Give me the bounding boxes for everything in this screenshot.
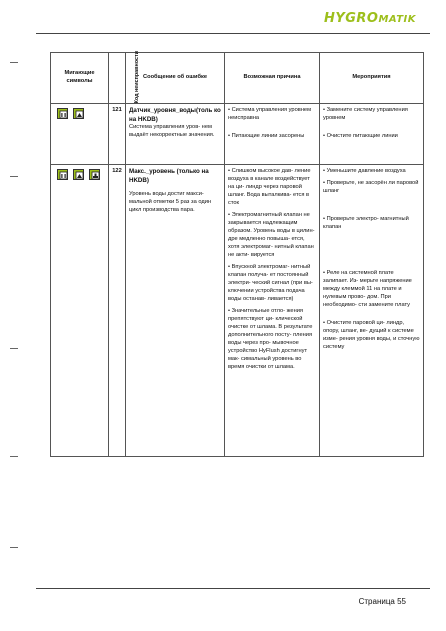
cause-item: • Система управления уровнем неисправна	[228, 107, 311, 121]
header-action: Мероприятия	[320, 53, 424, 104]
water-fill-icon	[73, 169, 84, 180]
symbols-cell	[51, 104, 109, 165]
table-row	[51, 165, 424, 457]
message-title: Макс._уровень (только на HKDB)	[129, 168, 209, 184]
action-item: • Реле на системной плате залипает. Из- мерьте напряжение между клеммой 11 на плате и нулевым прово- дом. При необходимо- сти замените плату	[323, 269, 412, 308]
action-item: • Уменьшите давление воздуха	[323, 168, 406, 174]
action-cell	[320, 165, 424, 457]
cause-item: • Впускной электромаг- нитный клапан получа- ет постоянный электри- ческий сигнал (при вы- ключении устройства подача воды останав- ливается)	[228, 263, 313, 302]
brand-logo: HYGROMATIK	[323, 11, 416, 26]
action-item: • Очистите питающие линии	[323, 132, 398, 139]
header-cause: Возможная причина	[225, 53, 320, 104]
action-item: • Проверьте, не засорён ли паровой шланг	[323, 179, 419, 194]
message-text: Уровень воды достиг макси- мальной отметки 5 раз за один цикл производства пара.	[129, 191, 212, 214]
error-code: 121	[109, 104, 126, 165]
message-cell	[126, 104, 225, 165]
message-text: Система управления уров- нем выдаёт некорректные значения.	[129, 124, 215, 139]
message-cell	[126, 165, 225, 457]
footer-rule	[36, 588, 430, 589]
margin-mark	[10, 456, 18, 457]
header-symbols: Мигающие символы	[51, 53, 109, 104]
message-title: Датчик_уровня_воды(толь ко на HKDB)	[129, 107, 221, 123]
cause-cell	[225, 165, 320, 457]
margin-mark	[10, 547, 18, 548]
cause-cell	[225, 104, 320, 165]
drain-icon	[89, 169, 100, 180]
cylinder-level-icon	[57, 169, 68, 180]
table-header-row	[51, 53, 424, 104]
table-row	[51, 104, 424, 165]
margin-mark	[10, 176, 18, 177]
water-fill-icon	[73, 108, 84, 119]
header-message: Сообщение об ошибке	[126, 53, 225, 104]
header-rule	[36, 33, 430, 34]
cause-item: • Питающие линии засорены	[228, 132, 305, 139]
error-table	[50, 52, 424, 457]
action-cell	[320, 104, 424, 165]
margin-mark	[10, 348, 18, 349]
cylinder-level-icon	[57, 108, 68, 119]
cause-item: • Значительные отло- жения препятствуют ци- клической очистке от шлама. В результате дополнительного посту- пления воды через про- мывочное устройство HyFlush достигнут мак- симальный уровень во время очистки от шлама.	[228, 307, 313, 370]
cause-item: • Слишком высокое дав- ление воздуха в канале воздействует на ци- линдр через паровой шланг. Вода выталкива- ется в сток	[228, 168, 311, 206]
action-item: • Замените систему управления уровнем	[323, 107, 408, 121]
error-code: 122	[109, 165, 126, 457]
cause-item: • Электромагнитный клапан не закрывается надлежащим образом. Уровень воды в цилин- дре медленно повыша- ется, хотя электромаг- нитный клапан не акти- вируется	[228, 211, 315, 258]
margin-mark	[10, 62, 18, 63]
page-number: Страница 55	[358, 597, 406, 606]
action-item: • Проверьте электро- магнитный клапан	[323, 215, 409, 230]
header-code: Код неисправности	[109, 53, 126, 104]
action-item: • Очистите паровой ци- линдр, опору, шланг, ве- дущий к системе изме- рения уровня воды, и сточную систему	[323, 319, 420, 350]
symbols-cell	[51, 165, 109, 457]
